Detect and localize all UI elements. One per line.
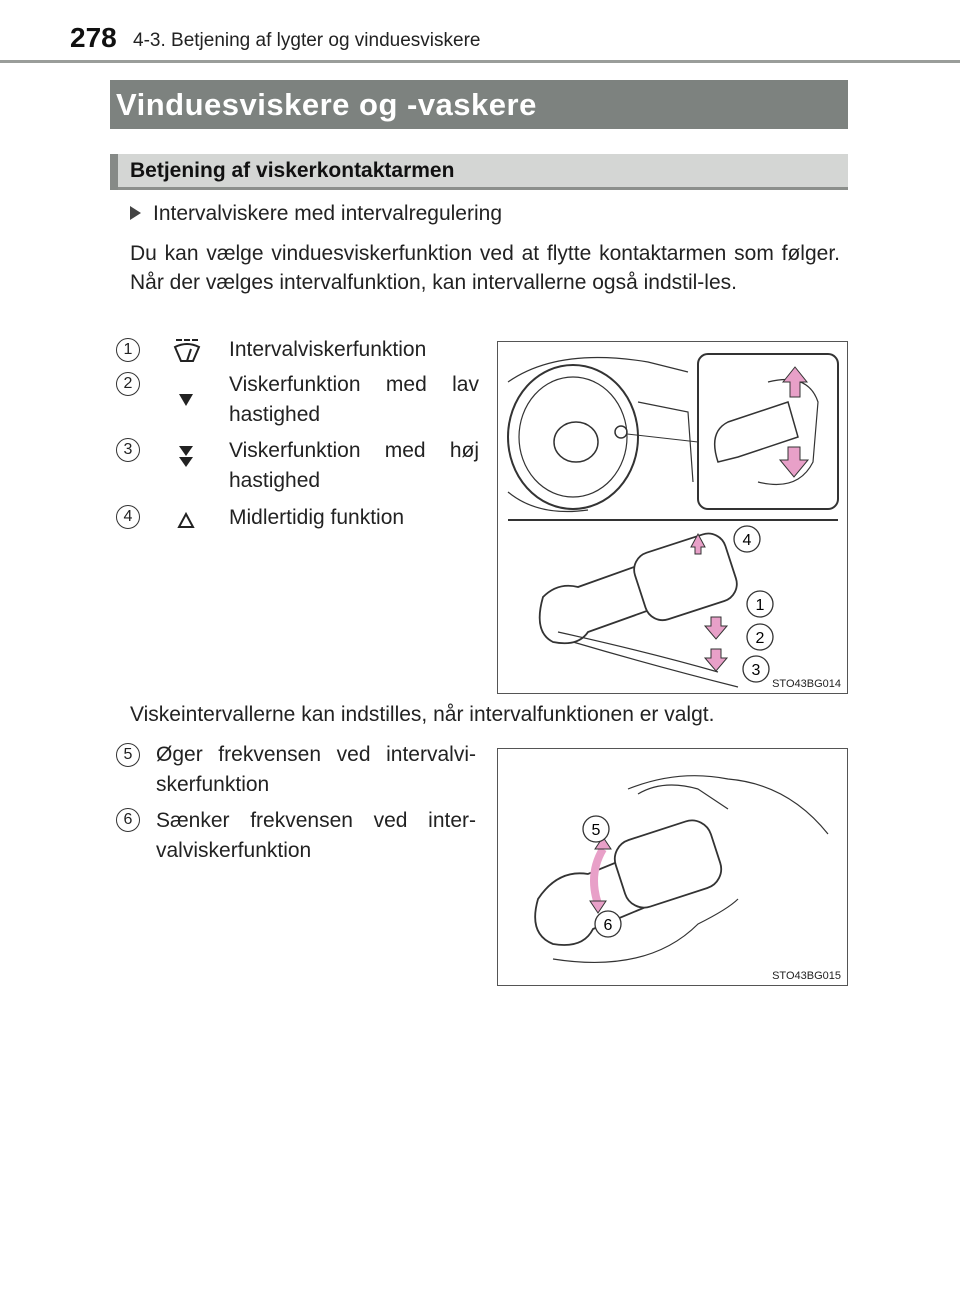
callout-number-5: 5 [116,743,140,767]
fig2-callout-5: 5 [591,822,601,839]
fig1-callout-2: 2 [755,630,765,647]
subsection-heading [110,154,848,190]
section-title: Vinduesviskere og -vaskere [110,80,848,129]
figure-wiper-lever-positions [497,341,848,694]
figure-code-2: STO43BG015 [772,970,841,982]
item-text-1: Intervalviskerfunktion [229,338,427,361]
figure-interval-adjust [497,748,848,986]
fig1-callout-1: 1 [755,597,765,614]
callout-number-4: 4 [116,505,140,529]
low-speed-icon [174,390,198,410]
fig1-callout-4: 4 [742,532,752,549]
wiper-lever-illustration [498,342,846,692]
item-text-2: Viskerfunktion med lav hastighed [229,373,479,426]
fig1-callout-3: 3 [751,662,761,679]
callout-number-2: 2 [116,372,140,396]
item-text-6: Sænker frekvensen ved inter-valviskerfunktion [156,809,476,862]
running-header: 4-3. Betjening af lygter og vinduesviskere [133,30,481,51]
intermittent-wipe-icon [172,337,202,367]
triangle-bullet-icon [130,206,141,220]
item-text-5: Øger frekvensen ved intervalvi-skerfunktion [156,743,476,796]
subsection-title: Betjening af viskerkontaktarmen [130,159,455,182]
bullet-item [130,202,502,226]
bullet-text: Intervalviskere med intervalregulering [153,202,502,225]
item-text-3: Viskerfunktion med høj hastighed [229,439,479,492]
subsection-bar [110,154,118,190]
figure-code-1: STO43BG014 [772,678,841,690]
callout-number-1: 1 [116,338,140,362]
mist-icon [175,511,197,531]
interval-note: Viskeintervallerne kan indstilles, når intervalfunktionen er valgt. [130,703,715,726]
interval-ring-illustration [498,749,846,984]
fig2-callout-6: 6 [603,917,613,934]
page-number: 278 [70,22,117,53]
high-speed-icon [174,443,198,471]
intro-paragraph: Du kan vælge vinduesviskerfunktion ved at flytte kontaktarmen som følger. Når der vælges intervalfunktion, kan intervallerne også indstil-les. [130,242,840,294]
callout-number-6: 6 [116,808,140,832]
header-rule [0,60,960,63]
callout-number-3: 3 [116,438,140,462]
item-text-4: Midlertidig funktion [229,506,405,529]
